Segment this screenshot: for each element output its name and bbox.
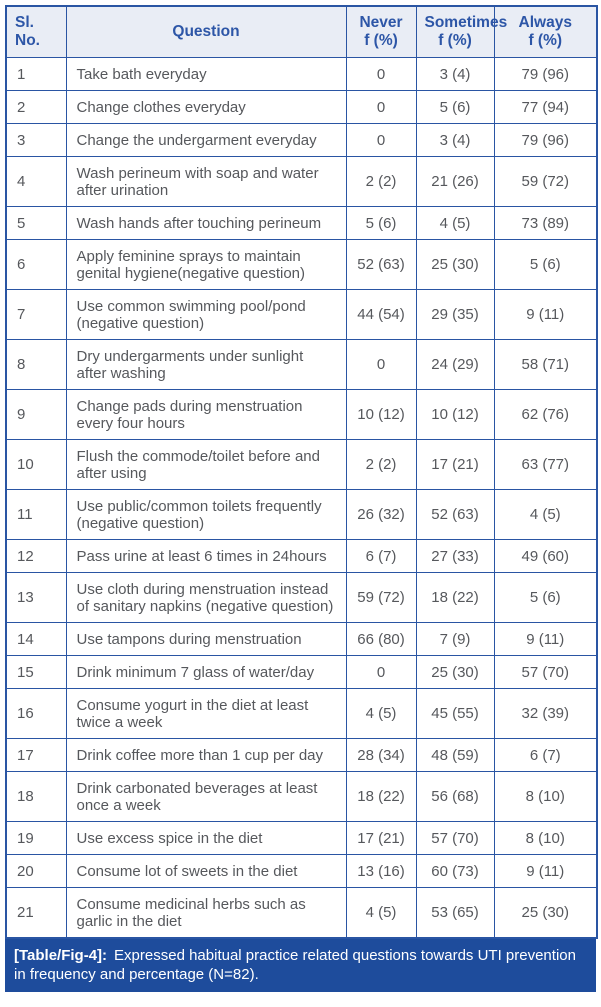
sometimes-cell: 53 (65): [416, 888, 494, 939]
sometimes-cell: 60 (73): [416, 855, 494, 888]
table-row: [6, 623, 597, 656]
no-cell: 4: [6, 157, 66, 207]
table-row: [6, 772, 597, 822]
sometimes-cell: 52 (63): [416, 490, 494, 540]
always-cell: 9 (11): [494, 290, 597, 340]
question-cell: Use public/common toilets frequently (negative question): [66, 490, 346, 540]
no-cell: 5: [6, 207, 66, 240]
sometimes-cell: 3 (4): [416, 58, 494, 91]
question-cell: Consume yogurt in the diet at least twice a week: [66, 689, 346, 739]
sometimes-cell: 3 (4): [416, 124, 494, 157]
sometimes-cell: 25 (30): [416, 240, 494, 290]
question-cell: Change the undergarment everyday: [66, 124, 346, 157]
never-cell: 0: [346, 58, 416, 91]
table-row: [6, 490, 597, 540]
always-cell: 32 (39): [494, 689, 597, 739]
sometimes-cell: 48 (59): [416, 739, 494, 772]
question-cell: Drink minimum 7 glass of water/day: [66, 656, 346, 689]
table-row: [6, 91, 597, 124]
sometimes-cell: 25 (30): [416, 656, 494, 689]
sometimes-cell: 21 (26): [416, 157, 494, 207]
always-cell: 4 (5): [494, 490, 597, 540]
table-row: [6, 656, 597, 689]
never-cell: 28 (34): [346, 739, 416, 772]
question-cell: Use cloth during menstruation instead of sanitary napkins (negative question): [66, 573, 346, 623]
table-row: [6, 822, 597, 855]
never-cell: 0: [346, 656, 416, 689]
no-cell: 20: [6, 855, 66, 888]
table-row: [6, 739, 597, 772]
habitual-practices-table: [5, 5, 598, 939]
table-header: [6, 6, 597, 58]
always-cell: 8 (10): [494, 822, 597, 855]
always-cell: 6 (7): [494, 739, 597, 772]
no-cell: 15: [6, 656, 66, 689]
never-cell: 2 (2): [346, 440, 416, 490]
table-row: [6, 290, 597, 340]
sometimes-cell: 4 (5): [416, 207, 494, 240]
column-header-question: Question: [66, 6, 346, 58]
question-cell: Change clothes everyday: [66, 91, 346, 124]
no-cell: 17: [6, 739, 66, 772]
no-cell: 9: [6, 390, 66, 440]
never-cell: 26 (32): [346, 490, 416, 540]
question-cell: Flush the commode/toilet before and after using: [66, 440, 346, 490]
table-row: [6, 888, 597, 939]
table-row: [6, 240, 597, 290]
always-cell: 77 (94): [494, 91, 597, 124]
no-cell: 1: [6, 58, 66, 91]
table-row: [6, 207, 597, 240]
question-cell: Use common swimming pool/pond (negative question): [66, 290, 346, 340]
always-cell: 62 (76): [494, 390, 597, 440]
never-cell: 17 (21): [346, 822, 416, 855]
no-cell: 8: [6, 340, 66, 390]
no-cell: 16: [6, 689, 66, 739]
never-cell: 18 (22): [346, 772, 416, 822]
no-cell: 11: [6, 490, 66, 540]
question-cell: Wash perineum with soap and water after urination: [66, 157, 346, 207]
header-row: [6, 6, 597, 58]
always-cell: 73 (89): [494, 207, 597, 240]
caption-text: Expressed habitual practice related questions towards UTI prevention in frequency and percentage (N=82).: [14, 947, 576, 983]
no-cell: 6: [6, 240, 66, 290]
never-cell: 2 (2): [346, 157, 416, 207]
never-cell: 66 (80): [346, 623, 416, 656]
always-cell: 79 (96): [494, 124, 597, 157]
sometimes-cell: 18 (22): [416, 573, 494, 623]
question-cell: Wash hands after touching perineum: [66, 207, 346, 240]
question-cell: Consume lot of sweets in the diet: [66, 855, 346, 888]
column-header-sometimes: Sometimes f (%): [416, 6, 494, 58]
column-header-no: Sl. No.: [6, 6, 66, 58]
always-cell: 9 (11): [494, 855, 597, 888]
never-cell: 44 (54): [346, 290, 416, 340]
always-cell: 59 (72): [494, 157, 597, 207]
question-cell: Drink coffee more than 1 cup per day: [66, 739, 346, 772]
question-cell: Drink carbonated beverages at least once a week: [66, 772, 346, 822]
table-row: [6, 855, 597, 888]
always-cell: 9 (11): [494, 623, 597, 656]
never-cell: 13 (16): [346, 855, 416, 888]
no-cell: 18: [6, 772, 66, 822]
question-cell: Pass urine at least 6 times in 24hours: [66, 540, 346, 573]
sometimes-cell: 29 (35): [416, 290, 494, 340]
never-cell: 4 (5): [346, 689, 416, 739]
no-cell: 14: [6, 623, 66, 656]
question-cell: Consume medicinal herbs such as garlic in the diet: [66, 888, 346, 939]
sometimes-cell: 45 (55): [416, 689, 494, 739]
table-body: [6, 58, 597, 939]
always-cell: 63 (77): [494, 440, 597, 490]
column-header-never: Never f (%): [346, 6, 416, 58]
no-cell: 12: [6, 540, 66, 573]
question-cell: Change pads during menstruation every four hours: [66, 390, 346, 440]
never-cell: 4 (5): [346, 888, 416, 939]
table-row: [6, 58, 597, 91]
never-cell: 59 (72): [346, 573, 416, 623]
no-cell: 19: [6, 822, 66, 855]
sometimes-cell: 57 (70): [416, 822, 494, 855]
never-cell: 5 (6): [346, 207, 416, 240]
table-row: [6, 124, 597, 157]
sometimes-cell: 7 (9): [416, 623, 494, 656]
question-cell: Use tampons during menstruation: [66, 623, 346, 656]
sometimes-cell: 56 (68): [416, 772, 494, 822]
no-cell: 21: [6, 888, 66, 939]
always-cell: 79 (96): [494, 58, 597, 91]
sometimes-cell: 17 (21): [416, 440, 494, 490]
sometimes-cell: 5 (6): [416, 91, 494, 124]
no-cell: 7: [6, 290, 66, 340]
never-cell: 0: [346, 91, 416, 124]
question-cell: Take bath everyday: [66, 58, 346, 91]
always-cell: 49 (60): [494, 540, 597, 573]
no-cell: 13: [6, 573, 66, 623]
caption-label: [Table/Fig-4]:: [14, 947, 108, 964]
table-caption: [5, 939, 596, 992]
never-cell: 0: [346, 340, 416, 390]
sometimes-cell: 27 (33): [416, 540, 494, 573]
never-cell: 52 (63): [346, 240, 416, 290]
always-cell: 8 (10): [494, 772, 597, 822]
table-row: [6, 573, 597, 623]
always-cell: 57 (70): [494, 656, 597, 689]
table-row: [6, 157, 597, 207]
sometimes-cell: 10 (12): [416, 390, 494, 440]
always-cell: 5 (6): [494, 573, 597, 623]
always-cell: 5 (6): [494, 240, 597, 290]
never-cell: 10 (12): [346, 390, 416, 440]
question-cell: Dry undergarments under sunlight after washing: [66, 340, 346, 390]
never-cell: 6 (7): [346, 540, 416, 573]
column-header-always: Always f (%): [494, 6, 597, 58]
no-cell: 3: [6, 124, 66, 157]
always-cell: 58 (71): [494, 340, 597, 390]
table-row: [6, 340, 597, 390]
table-row: [6, 689, 597, 739]
sometimes-cell: 24 (29): [416, 340, 494, 390]
always-cell: 25 (30): [494, 888, 597, 939]
table-row: [6, 440, 597, 490]
question-cell: Use excess spice in the diet: [66, 822, 346, 855]
no-cell: 10: [6, 440, 66, 490]
question-cell: Apply feminine sprays to maintain genital hygiene(negative question): [66, 240, 346, 290]
table-row: [6, 540, 597, 573]
no-cell: 2: [6, 91, 66, 124]
table-row: [6, 390, 597, 440]
never-cell: 0: [346, 124, 416, 157]
